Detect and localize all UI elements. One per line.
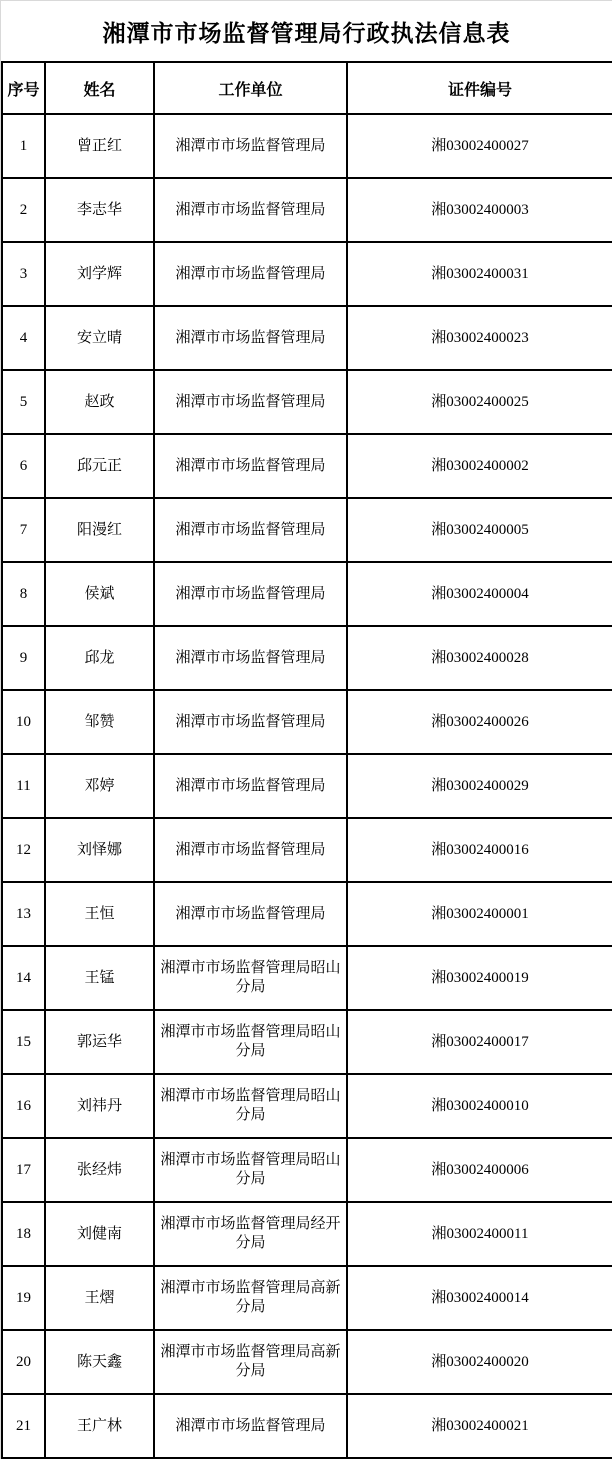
cell-cert-number: 湘03002400031 [347, 242, 612, 306]
cell-serial-number: 13 [2, 882, 45, 946]
cell-cert-number: 湘03002400002 [347, 434, 612, 498]
cell-cert-number: 湘03002400027 [347, 114, 612, 178]
cell-serial-number: 5 [2, 370, 45, 434]
cell-work-unit: 湘潭市市场监督管理局 [154, 1394, 347, 1458]
cell-work-unit: 湘潭市市场监督管理局昭山分局 [154, 946, 347, 1010]
cell-cert-number: 湘03002400001 [347, 882, 612, 946]
cell-cert-number: 湘03002400016 [347, 818, 612, 882]
cell-serial-number: 15 [2, 1010, 45, 1074]
cell-name: 刘祎丹 [45, 1074, 154, 1138]
cell-cert-number: 湘03002400023 [347, 306, 612, 370]
cell-work-unit: 湘潭市市场监督管理局 [154, 370, 347, 434]
cell-serial-number: 9 [2, 626, 45, 690]
cell-work-unit: 湘潭市市场监督管理局高新分局 [154, 1330, 347, 1394]
cell-serial-number: 19 [2, 1266, 45, 1330]
enforcement-info-table [1, 61, 612, 1459]
cell-cert-number: 湘03002400026 [347, 690, 612, 754]
cell-serial-number: 1 [2, 114, 45, 178]
cell-cert-number: 湘03002400029 [347, 754, 612, 818]
cell-work-unit: 湘潭市市场监督管理局 [154, 754, 347, 818]
table-row [2, 178, 612, 242]
cell-serial-number: 3 [2, 242, 45, 306]
cell-work-unit: 湘潭市市场监督管理局昭山分局 [154, 1138, 347, 1202]
header-name: 姓名 [45, 62, 154, 114]
cell-name: 郭运华 [45, 1010, 154, 1074]
cell-name: 王广林 [45, 1394, 154, 1458]
cell-name: 赵政 [45, 370, 154, 434]
cell-cert-number: 湘03002400028 [347, 626, 612, 690]
header-serial-number: 序号 [2, 62, 45, 114]
cell-work-unit: 湘潭市市场监督管理局高新分局 [154, 1266, 347, 1330]
cell-serial-number: 6 [2, 434, 45, 498]
table-row [2, 882, 612, 946]
cell-cert-number: 湘03002400010 [347, 1074, 612, 1138]
table-row [2, 818, 612, 882]
title-bar [1, 1, 612, 61]
cell-serial-number: 4 [2, 306, 45, 370]
header-work-unit: 工作单位 [154, 62, 347, 114]
table-row [2, 370, 612, 434]
cell-name: 王恒 [45, 882, 154, 946]
table-header [2, 62, 612, 114]
cell-serial-number: 2 [2, 178, 45, 242]
cell-serial-number: 20 [2, 1330, 45, 1394]
table-row [2, 562, 612, 626]
cell-work-unit: 湘潭市市场监督管理局 [154, 242, 347, 306]
table-row [2, 1394, 612, 1458]
cell-work-unit: 湘潭市市场监督管理局 [154, 114, 347, 178]
cell-name: 邹赞 [45, 690, 154, 754]
header-row [2, 62, 612, 114]
cell-work-unit: 湘潭市市场监督管理局 [154, 498, 347, 562]
cell-name: 邱龙 [45, 626, 154, 690]
table-row [2, 434, 612, 498]
cell-serial-number: 7 [2, 498, 45, 562]
table-row [2, 626, 612, 690]
table-body [2, 114, 612, 1458]
cell-name: 张经炜 [45, 1138, 154, 1202]
cell-cert-number: 湘03002400003 [347, 178, 612, 242]
table-row [2, 754, 612, 818]
cell-cert-number: 湘03002400019 [347, 946, 612, 1010]
cell-cert-number: 湘03002400005 [347, 498, 612, 562]
cell-work-unit: 湘潭市市场监督管理局 [154, 818, 347, 882]
cell-serial-number: 10 [2, 690, 45, 754]
page-title: 湘潭市市场监督管理局行政执法信息表 [102, 20, 511, 46]
cell-name: 王熠 [45, 1266, 154, 1330]
cell-work-unit: 湘潭市市场监督管理局经开分局 [154, 1202, 347, 1266]
cell-serial-number: 14 [2, 946, 45, 1010]
cell-cert-number: 湘03002400006 [347, 1138, 612, 1202]
cell-name: 安立晴 [45, 306, 154, 370]
cell-name: 侯斌 [45, 562, 154, 626]
cell-work-unit: 湘潭市市场监督管理局 [154, 434, 347, 498]
table-row [2, 946, 612, 1010]
cell-cert-number: 湘03002400025 [347, 370, 612, 434]
cell-cert-number: 湘03002400004 [347, 562, 612, 626]
cell-name: 王锰 [45, 946, 154, 1010]
cell-name: 邓婷 [45, 754, 154, 818]
cell-name: 李志华 [45, 178, 154, 242]
cell-work-unit: 湘潭市市场监督管理局 [154, 562, 347, 626]
cell-serial-number: 16 [2, 1074, 45, 1138]
cell-serial-number: 11 [2, 754, 45, 818]
cell-serial-number: 18 [2, 1202, 45, 1266]
table-row [2, 114, 612, 178]
cell-cert-number: 湘03002400011 [347, 1202, 612, 1266]
cell-name: 阳漫红 [45, 498, 154, 562]
cell-cert-number: 湘03002400017 [347, 1010, 612, 1074]
cell-work-unit: 湘潭市市场监督管理局 [154, 690, 347, 754]
table-row [2, 1010, 612, 1074]
cell-name: 曾正红 [45, 114, 154, 178]
table-row [2, 1330, 612, 1394]
cell-work-unit: 湘潭市市场监督管理局 [154, 626, 347, 690]
cell-name: 刘健南 [45, 1202, 154, 1266]
table-row [2, 1266, 612, 1330]
cell-work-unit: 湘潭市市场监督管理局 [154, 306, 347, 370]
table-row [2, 498, 612, 562]
table-row [2, 1074, 612, 1138]
cell-cert-number: 湘03002400020 [347, 1330, 612, 1394]
cell-work-unit: 湘潭市市场监督管理局 [154, 178, 347, 242]
cell-name: 刘怿娜 [45, 818, 154, 882]
cell-serial-number: 21 [2, 1394, 45, 1458]
table-row [2, 690, 612, 754]
table-row [2, 1138, 612, 1202]
cell-name: 邱元正 [45, 434, 154, 498]
cell-cert-number: 湘03002400014 [347, 1266, 612, 1330]
table-row [2, 242, 612, 306]
cell-name: 陈天鑫 [45, 1330, 154, 1394]
table-row [2, 306, 612, 370]
cell-name: 刘学辉 [45, 242, 154, 306]
cell-serial-number: 12 [2, 818, 45, 882]
table-row [2, 1202, 612, 1266]
cell-cert-number: 湘03002400021 [347, 1394, 612, 1458]
cell-work-unit: 湘潭市市场监督管理局昭山分局 [154, 1010, 347, 1074]
cell-serial-number: 8 [2, 562, 45, 626]
header-cert-number: 证件编号 [347, 62, 612, 114]
cell-serial-number: 17 [2, 1138, 45, 1202]
cell-work-unit: 湘潭市市场监督管理局昭山分局 [154, 1074, 347, 1138]
cell-work-unit: 湘潭市市场监督管理局 [154, 882, 347, 946]
